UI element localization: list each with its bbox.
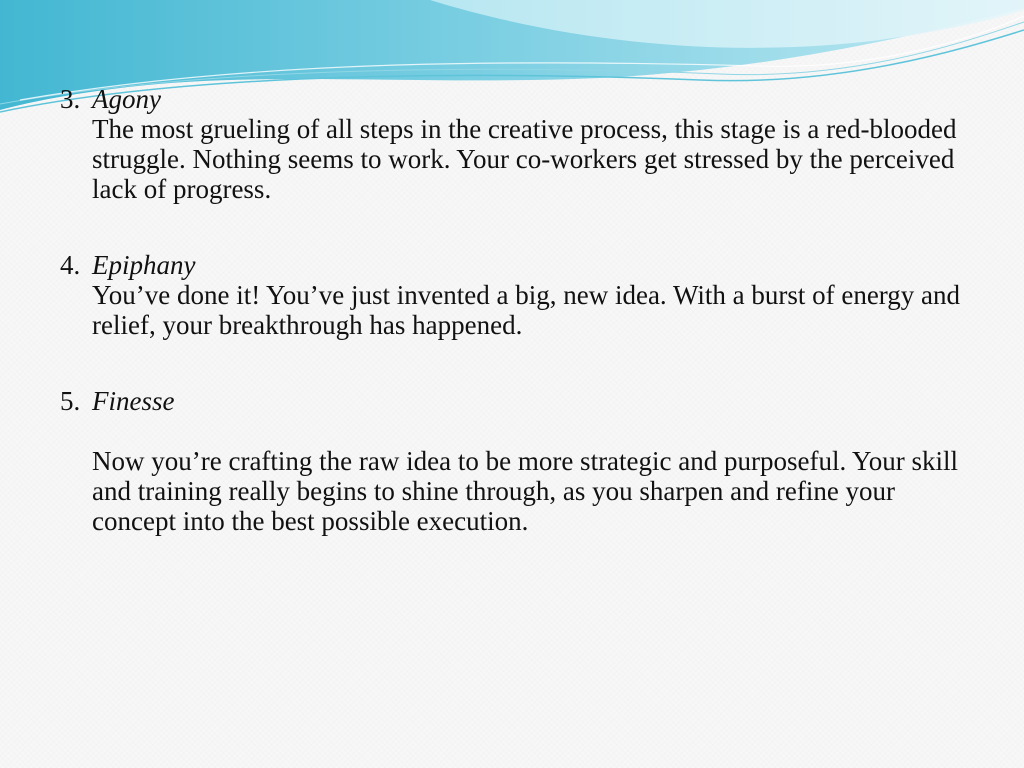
stage-heading: [60, 386, 980, 416]
stage-number: 4.: [60, 250, 81, 280]
stage-item-epiphany: [60, 250, 980, 340]
stage-item-finesse: [60, 386, 980, 536]
stage-description: The most grueling of all steps in the creative process, this stage is a red-blooded struggle. Nothing seems to work. Your co-workers get stressed by the perceived lack of progress.: [92, 114, 957, 204]
stage-number: 3.: [60, 84, 81, 114]
stage-term: Finesse: [92, 386, 175, 416]
slide-content: [60, 84, 980, 536]
stage-heading: [60, 84, 980, 114]
stage-description: You’ve done it! You’ve just invented a big, new idea. With a burst of energy and relief, your breakthrough has happened.: [92, 280, 961, 340]
stage-description: Now you’re crafting the raw idea to be more strategic and purposeful. Your skill and training really begins to shine through, as you sharpen and refine your concept into the best possible execution.: [92, 446, 959, 536]
stage-number: 5.: [60, 386, 81, 416]
stage-item-agony: [60, 84, 980, 204]
stage-term: Epiphany: [92, 250, 196, 280]
stage-heading: [60, 250, 980, 280]
stage-term: Agony: [92, 84, 161, 114]
